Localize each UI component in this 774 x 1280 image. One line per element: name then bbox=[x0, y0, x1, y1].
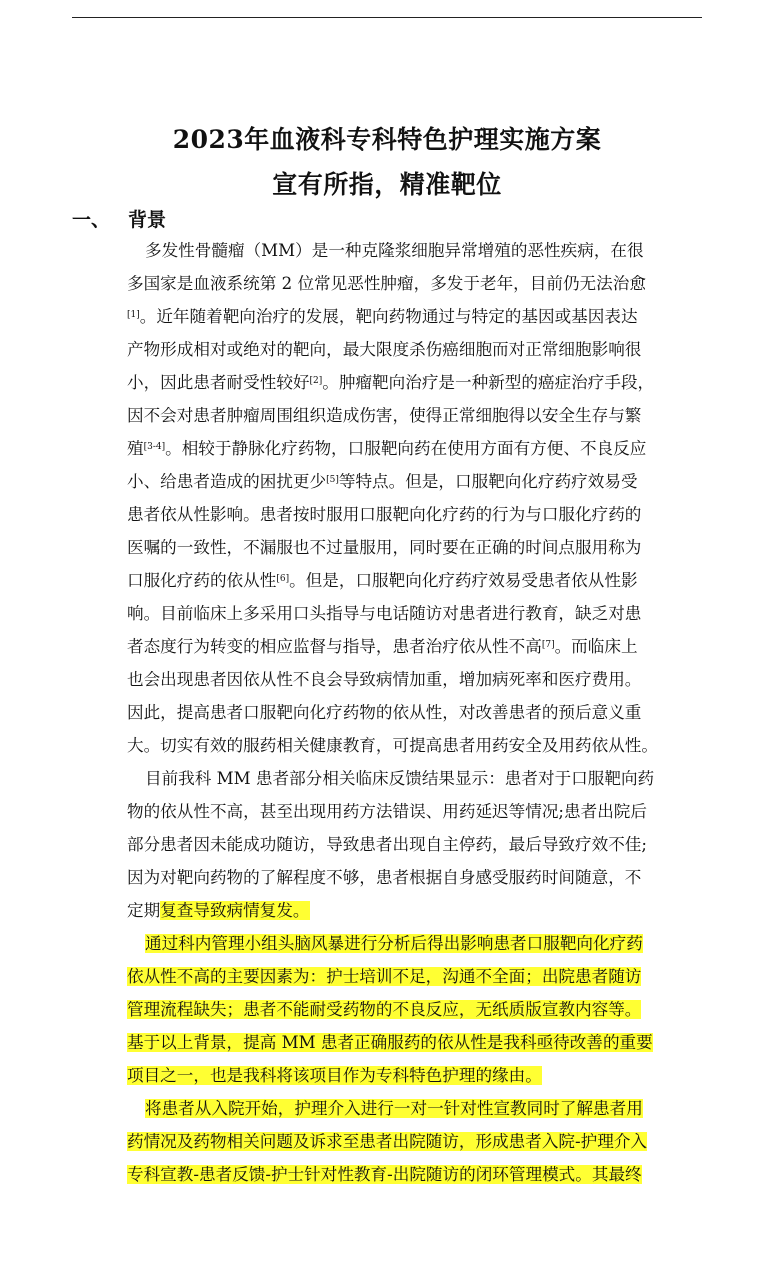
text-line: 者态度行为转变的相应监督与指导，患者治疗依从性不高[7]。而临床上 bbox=[127, 637, 638, 656]
text-line: 也会出现患者因依从性不良会导致病情加重，增加病死率和医疗费用。 bbox=[127, 670, 642, 689]
text-line bbox=[127, 997, 641, 1023]
text-line: 目前我科 MM 患者部分相关临床反馈结果显示：患者对于口服靶向药 bbox=[145, 769, 655, 788]
text-line: 小、给患者造成的困扰更少[5]等特点。但是，口服靶向化疗药疗效易受 bbox=[127, 472, 638, 491]
highlighted-text: 将患者从入院开始，护理介入进行一对一针对性宣教同时了解患者用 bbox=[145, 1099, 643, 1118]
text-line bbox=[127, 1129, 647, 1155]
highlighted-text: 项目之一，也是我科将该项目作为专科特色护理的缘由。 bbox=[127, 1066, 542, 1085]
text-line bbox=[145, 931, 643, 957]
text-line: 殖[3-4]。相较于静脉化疗药物，口服靶向药在使用方面有方便、不良反应 bbox=[127, 439, 647, 458]
section-number: 一、 bbox=[72, 209, 111, 231]
text-span: 定期 bbox=[127, 901, 161, 920]
text-line: 因此，提高患者口服靶向化疗药物的依从性，对改善患者的预后意义重 bbox=[127, 703, 642, 722]
citation: [2] bbox=[309, 376, 323, 386]
text-line: 医嘱的一致性，不漏服也不过量服用，同时要在正确的时间点服用称为 bbox=[127, 538, 642, 557]
citation: [1] bbox=[127, 310, 140, 320]
highlighted-text: 基于以上背景，提高 MM 患者正确服药的依从性是我科亟待改善的重要 bbox=[127, 1033, 653, 1052]
header-rule bbox=[72, 17, 702, 18]
citation: [3-4] bbox=[143, 442, 166, 452]
text-line: 物的依从性不高，甚至出现用药方法错误、用药延迟等情况;患者出院后 bbox=[127, 802, 647, 821]
text-line bbox=[127, 1162, 642, 1188]
section-title: 背景 bbox=[128, 209, 167, 231]
text-line: [1]。近年随着靶向治疗的发展，靶向药物通过与特定的基因或基因表达 bbox=[127, 307, 638, 326]
highlighted-text: 通过科内管理小组头脑风暴进行分析后得出影响患者口服靶向化疗药 bbox=[145, 934, 643, 953]
document-title: 2023年血液科专科特色护理实施方案 bbox=[172, 125, 602, 154]
highlighted-text: 管理流程缺失；患者不能耐受药物的不良反应，无纸质版宣教内容等。 bbox=[127, 1000, 642, 1019]
text-line: 多国家是血液系统第 2 位常见恶性肿瘤，多发于老年，目前仍无法治愈 bbox=[127, 274, 646, 293]
citation: [5] bbox=[326, 475, 339, 485]
text-line: 多发性骨髓瘤（MM）是一种克隆浆细胞异常增殖的恶性疾病，在很 bbox=[145, 241, 644, 260]
text-line bbox=[127, 898, 310, 924]
text-line bbox=[127, 1063, 542, 1089]
text-line: 部分患者因未能成功随访，导致患者出现自主停药，最后导致疗效不佳; bbox=[127, 835, 647, 854]
section-heading bbox=[72, 205, 166, 232]
text-line: 患者依从性影响。患者按时服用口服靶向化疗药的行为与口服化疗药的 bbox=[127, 505, 642, 524]
citation: [6] bbox=[276, 574, 290, 584]
text-line bbox=[127, 1030, 653, 1056]
text-line: 响。目前临床上多采用口头指导与电话随访对患者进行教育，缺乏对患 bbox=[127, 604, 642, 623]
text-line: 口服化疗药的依从性[6]。但是，口服靶向化疗药疗效易受患者依从性影 bbox=[127, 571, 638, 590]
text-line: 小，因此患者耐受性较好[2]。肿瘤靶向治疗是一种新型的癌症治疗手段， bbox=[127, 373, 655, 392]
text-line bbox=[145, 1096, 643, 1122]
text-line: 因不会对患者肿瘤周围组织造成伤害，使得正常细胞得以安全生存与繁 bbox=[127, 406, 642, 425]
citation: [7] bbox=[541, 640, 555, 650]
highlighted-text: 复查导致病情复发。 bbox=[160, 901, 310, 920]
text-line: 因为对靶向药物的了解程度不够，患者根据自身感受服药时间随意，不 bbox=[127, 868, 642, 887]
text-line: 产物形成相对或绝对的靶向，最大限度杀伤癌细胞而对正常细胞影响很 bbox=[127, 340, 642, 359]
highlighted-text: 专科宣教-患者反馈-护士针对性教育-出院随访的闭环管理模式。其最终 bbox=[127, 1165, 642, 1184]
document-subtitle: 宣有所指，精准靶位 bbox=[272, 170, 502, 199]
text-line bbox=[127, 964, 641, 990]
highlighted-text: 依从性不高的主要因素为：护士培训不足，沟通不全面；出院患者随访 bbox=[127, 967, 642, 986]
highlighted-text: 药情况及药物相关问题及诉求至患者出院随访，形成患者入院-护理介入 bbox=[127, 1132, 648, 1151]
text-line: 大。切实有效的服药相关健康教育，可提高患者用药安全及用药依从性。 bbox=[127, 736, 658, 755]
